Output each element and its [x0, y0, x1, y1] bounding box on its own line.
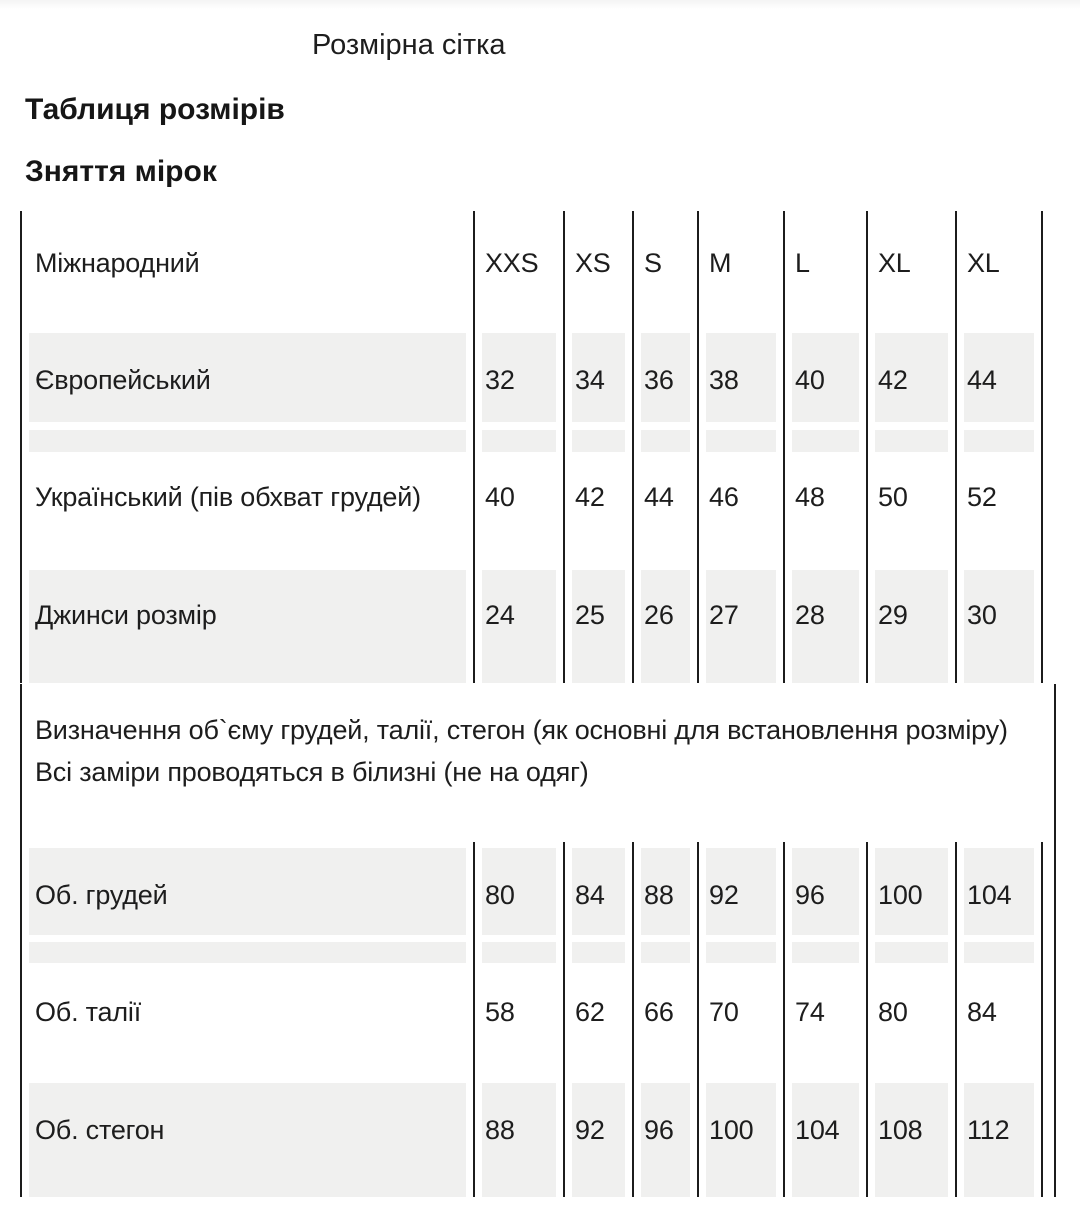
cell-value: 100 [709, 1114, 754, 1145]
heading-size-table: Таблиця розмірів [25, 93, 285, 126]
cell-value: 88 [644, 879, 674, 910]
cell-value: 84 [967, 996, 997, 1027]
size-table [22, 211, 1043, 683]
table-row [22, 1080, 1043, 1180]
column-divider-line [776, 211, 792, 683]
table-row [22, 330, 1043, 430]
table-right-border-line [1034, 211, 1050, 683]
column-divider-line [948, 211, 964, 683]
table-row [22, 447, 1043, 547]
note-line-1: Визначення об`єму грудей, талії, стегон (як основні для встановлення розміру) [35, 715, 1008, 745]
column-divider-line [625, 842, 641, 1197]
cell-value: 29 [878, 599, 908, 630]
column-divider-line [466, 211, 482, 683]
column-divider-line [948, 842, 964, 1197]
table-left-border-line [13, 211, 29, 683]
cell-value: 40 [485, 481, 515, 512]
table-left-border-line [13, 684, 29, 1197]
page-title: Розмірна сітка [312, 29, 506, 61]
note-line-2: Всі заміри проводяться в білизні (не на одяг) [35, 757, 589, 787]
cell-value: 50 [878, 481, 908, 512]
cell-value: 66 [644, 996, 674, 1027]
cell-value: 70 [709, 996, 739, 1027]
cell-value: 44 [967, 364, 997, 395]
cell-value: 92 [575, 1114, 605, 1145]
cell-value: 27 [709, 599, 739, 630]
row-label: Джинси розмір [35, 599, 217, 630]
table-row [22, 565, 1043, 665]
cell-value: 38 [709, 364, 739, 395]
cell-value: 88 [485, 1114, 515, 1145]
cell-value: 74 [795, 996, 825, 1027]
cell-value: 48 [795, 481, 825, 512]
cell-value: 92 [709, 879, 739, 910]
cell-value: XS [575, 247, 611, 278]
cell-value: 104 [967, 879, 1012, 910]
table-row [22, 962, 1043, 1062]
row-label: Міжнародний [35, 247, 200, 278]
cell-value: XL [967, 247, 1000, 278]
column-divider-line [859, 211, 875, 683]
cell-value: XXS [485, 247, 539, 278]
cell-value: 36 [644, 364, 674, 395]
table-row [22, 845, 1043, 945]
table-right-border-line [1047, 684, 1063, 1197]
column-divider-line [556, 211, 572, 683]
cell-value: 30 [967, 599, 997, 630]
cell-value: 112 [967, 1114, 1010, 1145]
cell-value: M [709, 247, 732, 278]
cell-value: 80 [485, 879, 515, 910]
cell-value: 42 [878, 364, 908, 395]
cell-value: 80 [878, 996, 908, 1027]
column-divider-line [690, 211, 706, 683]
cell-value: 34 [575, 364, 605, 395]
top-fade-band [0, 0, 1080, 9]
column-divider-line [859, 842, 875, 1197]
cell-value: 52 [967, 481, 997, 512]
row-label: Український (пів обхват грудей) [35, 481, 421, 512]
cell-value: S [644, 247, 662, 278]
cell-value: 28 [795, 599, 825, 630]
cell-value: 58 [485, 996, 515, 1027]
cell-value: 40 [795, 364, 825, 395]
cell-value: 25 [575, 599, 605, 630]
cell-value: 26 [644, 599, 674, 630]
cell-value: 44 [644, 481, 674, 512]
cell-value: 104 [795, 1114, 840, 1145]
row-label: Об. стегон [35, 1114, 165, 1145]
heading-measurements: Зняття мірок [25, 155, 217, 188]
cell-value: 32 [485, 364, 515, 395]
measurements-table [22, 684, 1056, 1197]
cell-value: 84 [575, 879, 605, 910]
row-label: Об. талії [35, 996, 142, 1027]
cell-value: 100 [878, 879, 923, 910]
row-label: Європейський [35, 364, 211, 395]
column-divider-line [466, 842, 482, 1197]
row-stripe-thin [22, 942, 1043, 963]
cell-value: 62 [575, 996, 605, 1027]
table-row [22, 213, 1043, 313]
row-label: Об. грудей [35, 879, 168, 910]
column-divider-line [556, 842, 572, 1197]
cell-value: 96 [795, 879, 825, 910]
column-divider-line [625, 211, 641, 683]
cell-value: 108 [878, 1114, 923, 1145]
cell-value: XL [878, 247, 911, 278]
column-divider-line [690, 842, 706, 1197]
cell-value: 46 [709, 481, 739, 512]
cell-value: L [795, 247, 810, 278]
cell-value: 24 [485, 599, 515, 630]
column-divider-line [776, 842, 792, 1197]
cell-value: 42 [575, 481, 605, 512]
cell-value: 96 [644, 1114, 674, 1145]
measurement-notes [35, 709, 1008, 793]
